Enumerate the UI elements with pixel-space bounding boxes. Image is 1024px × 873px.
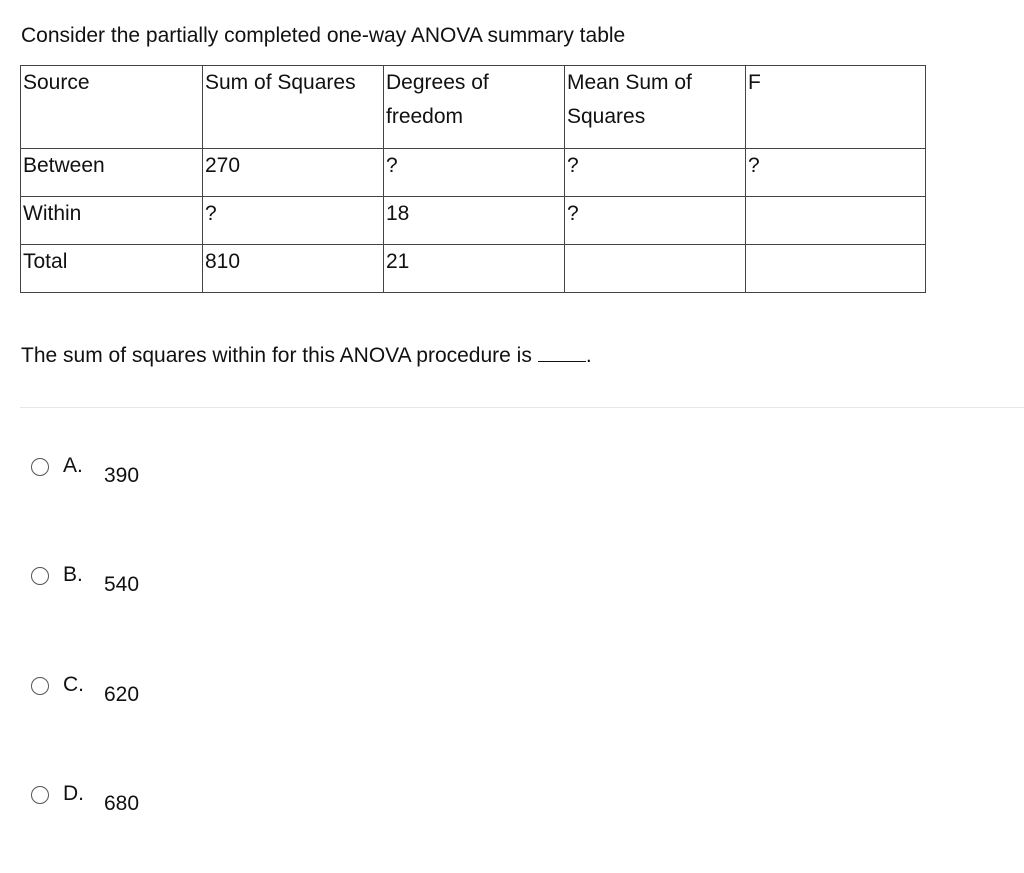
row-between-source: Between [21,149,203,197]
table-row [21,149,926,197]
option-value: 540 [104,573,140,596]
header-f: F [746,66,926,149]
radio-button-icon[interactable] [31,677,49,695]
table-row [21,245,926,293]
question-stem: The sum of squares within for this ANOVA procedure is [21,344,532,367]
option-value: 390 [104,464,140,487]
option-letter: B. [63,563,83,586]
header-mean-sum-of-squares: Mean Sum of Squares [565,66,746,149]
anova-summary-table [20,65,926,293]
row-within-ss: ? [203,197,384,245]
question-text [21,341,592,370]
question-period: . [585,344,592,367]
header-degrees-of-freedom: Degrees of freedom [384,66,565,149]
row-total-ms [565,245,746,293]
radio-button-icon[interactable] [31,458,49,476]
option-letter: C. [63,673,84,696]
row-between-ss: 270 [203,149,384,197]
radio-button-icon[interactable] [31,786,49,804]
header-sum-of-squares: Sum of Squares [203,66,384,149]
row-between-df: ? [384,149,565,197]
row-between-f: ? [746,149,926,197]
radio-button-icon[interactable] [31,567,49,585]
answer-blank [538,341,586,362]
option-letter: D. [63,782,84,805]
intro-text: Consider the partially completed one-way ANOVA summary table [21,24,626,47]
row-total-f [746,245,926,293]
row-total-df: 21 [384,245,565,293]
header-source: Source [21,66,203,149]
row-within-source: Within [21,197,203,245]
row-between-ms: ? [565,149,746,197]
option-value: 680 [104,792,140,815]
row-total-source: Total [21,245,203,293]
table-header-row [21,66,926,149]
row-total-ss: 810 [203,245,384,293]
table-row [21,197,926,245]
row-within-f [746,197,926,245]
row-within-ms: ? [565,197,746,245]
option-letter: A. [63,454,83,477]
row-within-df: 18 [384,197,565,245]
divider [20,407,1024,408]
option-value: 620 [104,683,140,706]
